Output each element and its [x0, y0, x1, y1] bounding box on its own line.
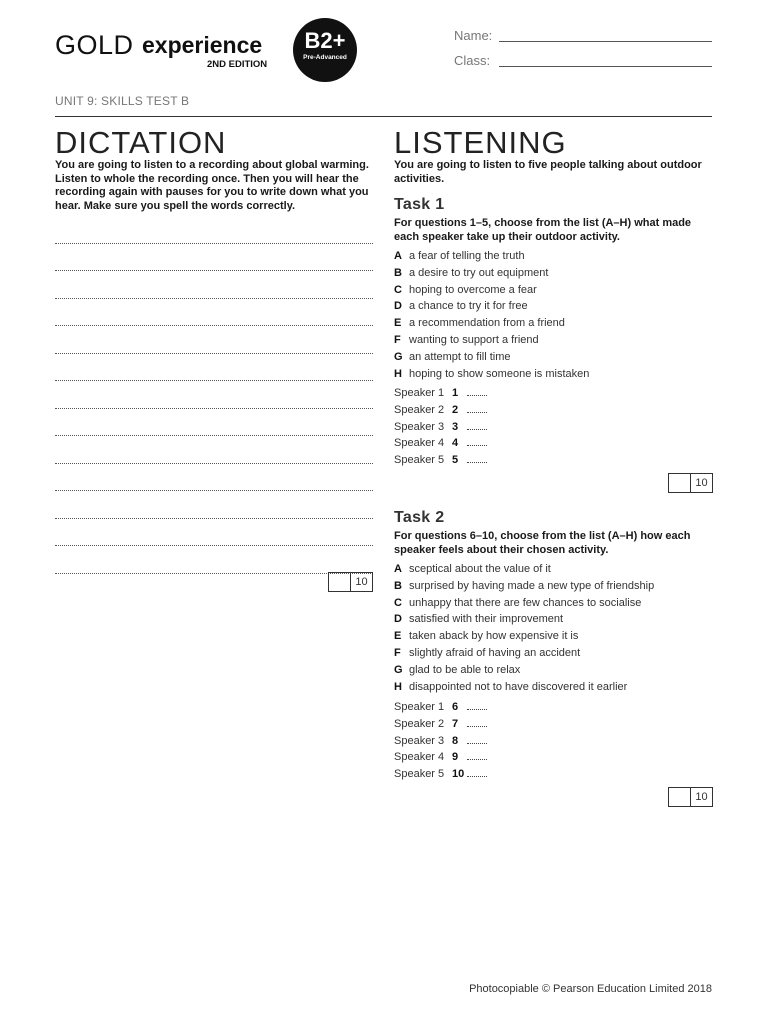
option-text: hoping to show someone is mistaken [409, 367, 590, 380]
task1-score-box [668, 473, 713, 493]
option-item [394, 595, 714, 612]
speaker-label: Speaker 4 [394, 751, 445, 764]
option-text: a recommendation from a friend [409, 317, 565, 330]
logo-gold-text: GOLD [55, 30, 134, 60]
speaker-label: Speaker 3 [394, 734, 445, 747]
option-letter: F [394, 333, 401, 346]
dictation-line[interactable] [55, 244, 373, 272]
dictation-line[interactable] [55, 491, 373, 519]
answer-blank[interactable] [467, 402, 487, 413]
answer-blank[interactable] [467, 385, 487, 396]
copyright-footer: Photocopiable © Pearson Education Limited 2018 [469, 983, 712, 995]
option-text: slightly afraid of having an accident [409, 646, 581, 659]
level-badge [293, 18, 357, 82]
option-item [394, 332, 714, 349]
option-item [394, 248, 714, 265]
task2-heading: Task 2 [394, 509, 445, 526]
option-text: an attempt to fill time [409, 350, 511, 363]
option-text: surprised by having made a new type of friendship [409, 579, 655, 592]
option-text: a fear of telling the truth [409, 250, 525, 262]
speaker-label: Speaker 1 [394, 387, 445, 399]
score-entry-cell[interactable] [669, 474, 691, 492]
option-letter: H [394, 680, 402, 693]
name-line[interactable] [499, 41, 712, 42]
speaker-answer-row [394, 749, 514, 766]
dictation-line[interactable] [55, 519, 373, 547]
speaker-answer-row [394, 435, 514, 452]
question-number: 3 [452, 420, 459, 433]
option-text: disappointed not to have discovered it earlier [409, 680, 628, 693]
option-item [394, 349, 714, 366]
unit-title: UNIT 9: SKILLS TEST B [55, 94, 190, 108]
dictation-heading: DICTATION [55, 125, 227, 160]
option-item [394, 298, 714, 315]
task1-heading: Task 1 [394, 196, 445, 213]
logo-experience-text: experience [142, 32, 263, 58]
speaker-answer-row [394, 766, 514, 783]
option-text: wanting to support a friend [409, 333, 539, 346]
speaker-label: Speaker 1 [394, 701, 445, 713]
logo-edition-text: 2ND EDITION [207, 59, 268, 70]
task2-instructions: For questions 6–10, choose from the list (A–H) how each speaker feels about their chosen activity. [394, 530, 691, 556]
option-letter: B [394, 579, 402, 592]
task2-options [394, 561, 714, 695]
option-item [394, 265, 714, 282]
class-field[interactable] [454, 53, 712, 71]
answer-blank[interactable] [467, 766, 487, 777]
speaker-label: Speaker 4 [394, 437, 445, 450]
speaker-answer-row [394, 402, 514, 419]
header-divider [55, 116, 712, 117]
question-number: 9 [452, 751, 459, 764]
option-item [394, 679, 714, 696]
option-text: sceptical about the value of it [409, 563, 551, 575]
question-number: 8 [452, 734, 459, 747]
option-item [394, 561, 714, 578]
answer-blank[interactable] [467, 419, 487, 430]
dictation-instructions: You are going to listen to a recording about global warming. Listen to whole the recording once. Then you will hear the recording again with pauses for you to write down what you hear. Make sure you spell the words correctly. [55, 159, 369, 212]
speaker-label: Speaker 5 [394, 454, 445, 467]
dictation-line[interactable] [55, 216, 373, 244]
option-letter: G [394, 350, 403, 363]
option-text: hoping to overcome a fear [409, 283, 537, 296]
option-item [394, 578, 714, 595]
score-total: 10 [695, 791, 708, 803]
answer-blank[interactable] [467, 435, 487, 446]
option-text: unhappy that there are few chances to socialise [409, 596, 642, 609]
option-text: glad to be able to relax [409, 663, 521, 676]
answer-blank[interactable] [467, 716, 487, 727]
level-badge-subtext: Pre-Advanced [303, 54, 347, 61]
score-total: 10 [695, 477, 708, 489]
option-letter: B [394, 266, 402, 279]
option-letter: G [394, 663, 403, 676]
name-label: Name: [454, 28, 493, 43]
listening-instructions: You are going to listen to five people talking about outdoor activities. [394, 159, 702, 185]
option-item [394, 628, 714, 645]
level-badge-text: B2+ [304, 28, 346, 53]
speaker-label: Speaker 2 [394, 403, 445, 416]
option-letter: C [394, 596, 402, 609]
task1-options [394, 248, 714, 382]
option-text: a desire to try out equipment [409, 266, 549, 279]
question-number: 4 [452, 437, 459, 450]
speaker-label: Speaker 5 [394, 768, 445, 781]
class-line[interactable] [499, 66, 712, 67]
speaker-answer-row [394, 699, 514, 716]
question-number: 6 [452, 701, 459, 713]
option-letter: H [394, 367, 402, 380]
option-letter: A [394, 563, 402, 575]
option-item [394, 662, 714, 679]
task1-instructions: For questions 1–5, choose from the list (A–H) what made each speaker take up their outdoor activity. [394, 217, 692, 243]
dictation-line[interactable] [55, 326, 373, 354]
option-item [394, 366, 714, 383]
option-letter: E [394, 317, 402, 330]
dictation-line[interactable] [55, 464, 373, 492]
answer-blank[interactable] [467, 452, 487, 463]
dictation-line[interactable] [55, 546, 373, 574]
task2-score-box [668, 787, 713, 807]
option-item [394, 282, 714, 299]
option-text: taken aback by how expensive it is [409, 630, 579, 643]
option-item [394, 645, 714, 662]
class-label: Class: [454, 53, 491, 68]
question-number: 2 [452, 403, 459, 416]
score-entry-cell[interactable] [329, 573, 351, 591]
option-item [394, 611, 714, 628]
speaker-answer-row [394, 419, 514, 436]
speaker-answer-row [394, 385, 514, 402]
option-item [394, 315, 714, 332]
dictation-line[interactable] [55, 381, 373, 409]
option-letter: F [394, 646, 401, 659]
score-total: 10 [355, 576, 368, 588]
speaker-label: Speaker 2 [394, 717, 445, 730]
question-number: 5 [452, 454, 459, 467]
option-letter: C [394, 283, 402, 296]
dictation-line[interactable] [55, 299, 373, 327]
task2-answers [394, 699, 514, 783]
speaker-answer-row [394, 716, 514, 733]
dictation-line[interactable] [55, 271, 373, 299]
speaker-answer-row [394, 452, 514, 469]
task1-answers [394, 385, 514, 469]
option-letter: A [394, 250, 402, 262]
question-number: 7 [452, 717, 459, 730]
score-entry-cell[interactable] [669, 788, 691, 806]
question-number: 10 [452, 768, 465, 781]
answer-blank[interactable] [467, 749, 487, 760]
option-letter: D [394, 300, 402, 313]
dictation-line[interactable] [55, 354, 373, 382]
option-text: a chance to try it for free [409, 300, 528, 313]
dictation-line[interactable] [55, 436, 373, 464]
option-text: satisfied with their improvement [409, 613, 564, 626]
name-field[interactable] [454, 28, 712, 46]
speaker-label: Speaker 3 [394, 420, 445, 433]
dictation-line[interactable] [55, 409, 373, 437]
answer-blank[interactable] [467, 733, 487, 744]
dictation-score-box [328, 572, 373, 592]
answer-blank[interactable] [467, 699, 487, 710]
question-number: 1 [452, 387, 459, 399]
dictation-writing-lines [55, 216, 373, 574]
option-letter: E [394, 630, 402, 643]
speaker-answer-row [394, 733, 514, 750]
option-letter: D [394, 613, 402, 626]
listening-heading: LISTENING [394, 125, 567, 160]
